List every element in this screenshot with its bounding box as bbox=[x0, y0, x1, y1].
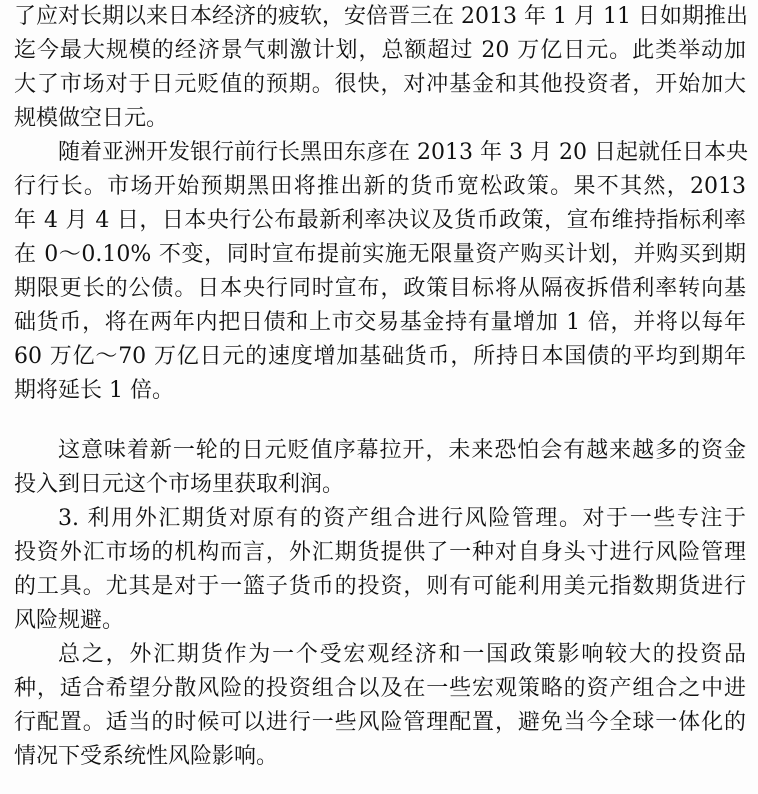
text-line: 这意味着新一轮的日元贬值序幕拉开，未来恐怕会有越来越多的资金 bbox=[58, 438, 746, 463]
text-line: 期限更长的公债。日本央行同时宣布，政策目标将从隔夜拆借利率转向基 bbox=[14, 276, 746, 301]
text-line: 种，适合希望分散风险的投资组合以及在一些宏观策略的资产组合之中进 bbox=[14, 676, 746, 701]
paragraph-conclusion bbox=[14, 638, 746, 774]
text-line: 础货币，将在两年内把日债和上市交易基金持有量增加 1 倍，并将以每年 bbox=[14, 310, 746, 335]
text-line: 风险规避。 bbox=[14, 608, 125, 633]
text-line: 在 0～0.10% 不变，同时宣布提前实施无限量资产购买计划，并购买到期 bbox=[14, 242, 746, 267]
text-line: 60 万亿～70 万亿日元的速度增加基础货币，所持日本国债的平均到期年 bbox=[14, 344, 746, 369]
text-line: 投入到日元这个市场里获取利润。 bbox=[14, 472, 345, 497]
text-line: 总之，外汇期货作为一个受宏观经济和一国政策影响较大的投资品 bbox=[58, 642, 746, 667]
text-line: 期将延长 1 倍。 bbox=[14, 378, 174, 403]
text-line: 随着亚洲开发银行前行长黑田东彦在 2013 年 3 月 20 日起就任日本央 bbox=[58, 140, 748, 165]
text-line: 大了市场对于日元贬值的预期。很快，对冲基金和其他投资者，开始加大 bbox=[14, 72, 746, 97]
text-line: 行行长。市场开始预期黑田将推出新的货币宽松政策。果不其然，2013 bbox=[14, 174, 746, 199]
paragraph-yen-depreciation bbox=[14, 434, 746, 502]
text-line: 行配置。适当的时候可以进行一些风险管理配置，避免当今全球一体化的 bbox=[14, 710, 746, 735]
paragraph-risk-management bbox=[14, 502, 746, 638]
text-line: 投资外汇市场的机构而言，外汇期货提供了一种对自身头寸进行风险管理 bbox=[14, 540, 746, 565]
text-line: 的工具。尤其是对于一篮子货币的投资，则有可能利用美元指数期货进行 bbox=[14, 574, 746, 599]
paragraph-kuroda-policy bbox=[14, 136, 746, 408]
paragraph-abe-stimulus bbox=[14, 0, 746, 136]
text-line: 了应对长期以来日本经济的疲软，安倍晋三在 2013 年 1 月 11 日如期推出 bbox=[14, 4, 748, 29]
text-line: 年 4 月 4 日，日本央行公布最新利率决议及货币政策，宣布维持指标利率 bbox=[14, 208, 746, 233]
text-line: 3. 利用外汇期货对原有的资产组合进行风险管理。对于一些专注于 bbox=[58, 506, 746, 531]
text-line: 迄今最大规模的经济景气刺激计划，总额超过 20 万亿日元。此类举动加 bbox=[14, 38, 746, 63]
text-line: 情况下受系统性风险影响。 bbox=[14, 744, 279, 769]
text-line: 规模做空日元。 bbox=[14, 106, 169, 131]
